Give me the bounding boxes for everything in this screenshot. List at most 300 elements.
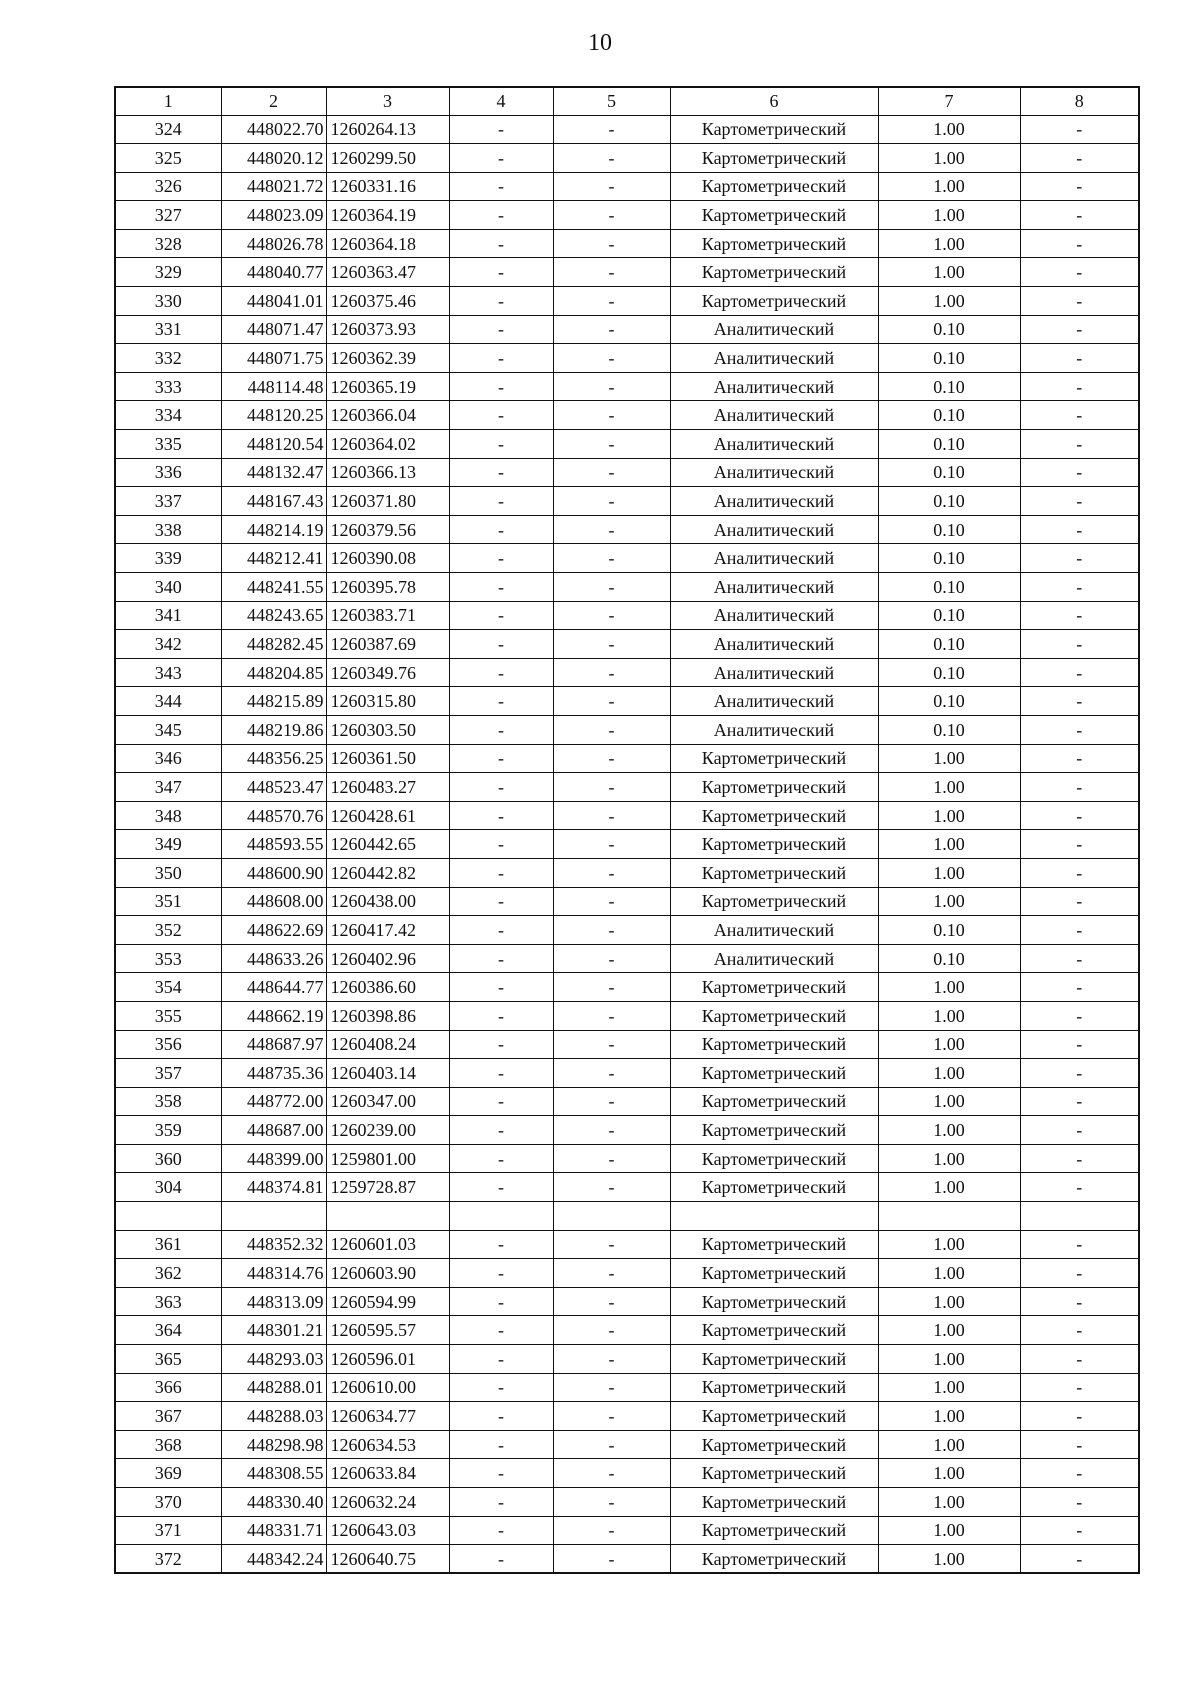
accuracy-cell: 1.00: [878, 1259, 1020, 1288]
table-row: [115, 115, 1139, 144]
y-coordinate-cell: 1260364.18: [326, 229, 449, 258]
col4-cell: -: [449, 1230, 553, 1259]
col4-cell: -: [449, 1001, 553, 1030]
point-number-cell: 351: [115, 887, 221, 916]
col5-cell: -: [553, 1459, 670, 1488]
table-row: [115, 430, 1139, 459]
y-coordinate-cell: [326, 1202, 449, 1231]
column-header: 5: [553, 87, 670, 115]
col4-cell: [449, 1202, 553, 1231]
col8-cell: -: [1020, 887, 1139, 916]
col8-cell: -: [1020, 973, 1139, 1002]
col5-cell: -: [553, 801, 670, 830]
col5-cell: -: [553, 1116, 670, 1145]
method-cell: Картометрический: [670, 1430, 878, 1459]
y-coordinate-cell: 1260387.69: [326, 630, 449, 659]
col4-cell: -: [449, 144, 553, 173]
y-coordinate-cell: 1260402.96: [326, 944, 449, 973]
x-coordinate-cell: 448214.19: [221, 515, 326, 544]
accuracy-cell: 1.00: [878, 858, 1020, 887]
y-coordinate-cell: 1260264.13: [326, 115, 449, 144]
column-header: 1: [115, 87, 221, 115]
col8-cell: -: [1020, 1230, 1139, 1259]
x-coordinate-cell: [221, 1202, 326, 1231]
col5-cell: -: [553, 115, 670, 144]
y-coordinate-cell: 1260375.46: [326, 287, 449, 316]
method-cell: Картометрический: [670, 1402, 878, 1431]
method-cell: Картометрический: [670, 1459, 878, 1488]
y-coordinate-cell: 1260364.02: [326, 430, 449, 459]
col4-cell: -: [449, 1545, 553, 1574]
col8-cell: -: [1020, 172, 1139, 201]
x-coordinate-cell: 448330.40: [221, 1488, 326, 1517]
point-number-cell: 370: [115, 1488, 221, 1517]
y-coordinate-cell: 1260366.04: [326, 401, 449, 430]
accuracy-cell: 0.10: [878, 658, 1020, 687]
accuracy-cell: 1.00: [878, 801, 1020, 830]
method-cell: Аналитический: [670, 401, 878, 430]
method-cell: Картометрический: [670, 1488, 878, 1517]
col5-cell: -: [553, 773, 670, 802]
col8-cell: -: [1020, 830, 1139, 859]
col8-cell: -: [1020, 1001, 1139, 1030]
x-coordinate-cell: 448293.03: [221, 1345, 326, 1374]
x-coordinate-cell: 448356.25: [221, 744, 326, 773]
col4-cell: -: [449, 115, 553, 144]
y-coordinate-cell: 1260379.56: [326, 515, 449, 544]
method-cell: Картометрический: [670, 1059, 878, 1088]
col5-cell: -: [553, 1373, 670, 1402]
col4-cell: -: [449, 973, 553, 1002]
col5-cell: -: [553, 487, 670, 516]
col4-cell: -: [449, 1316, 553, 1345]
col5-cell: -: [553, 916, 670, 945]
method-cell: Картометрический: [670, 801, 878, 830]
col8-cell: -: [1020, 372, 1139, 401]
accuracy-cell: 1.00: [878, 1230, 1020, 1259]
point-number-cell: [115, 1202, 221, 1231]
x-coordinate-cell: 448352.32: [221, 1230, 326, 1259]
col5-cell: -: [553, 515, 670, 544]
col8-cell: -: [1020, 687, 1139, 716]
col8-cell: -: [1020, 115, 1139, 144]
y-coordinate-cell: 1260398.86: [326, 1001, 449, 1030]
table-row: [115, 573, 1139, 602]
method-cell: Картометрический: [670, 1316, 878, 1345]
col8-cell: -: [1020, 1373, 1139, 1402]
table-row: [115, 1430, 1139, 1459]
table-row: [115, 1459, 1139, 1488]
y-coordinate-cell: 1260299.50: [326, 144, 449, 173]
x-coordinate-cell: 448633.26: [221, 944, 326, 973]
accuracy-cell: 0.10: [878, 544, 1020, 573]
x-coordinate-cell: 448212.41: [221, 544, 326, 573]
col5-cell: -: [553, 1087, 670, 1116]
column-header: 7: [878, 87, 1020, 115]
y-coordinate-cell: 1260442.65: [326, 830, 449, 859]
point-number-cell: 363: [115, 1287, 221, 1316]
col4-cell: -: [449, 715, 553, 744]
point-number-cell: 337: [115, 487, 221, 516]
table-row: [115, 944, 1139, 973]
col5-cell: -: [553, 258, 670, 287]
table-row: [115, 1259, 1139, 1288]
table-row: [115, 1059, 1139, 1088]
col4-cell: -: [449, 887, 553, 916]
y-coordinate-cell: 1260331.16: [326, 172, 449, 201]
col5-cell: -: [553, 315, 670, 344]
accuracy-cell: 1.00: [878, 1459, 1020, 1488]
y-coordinate-cell: 1260373.93: [326, 315, 449, 344]
point-number-cell: 360: [115, 1144, 221, 1173]
point-number-cell: 338: [115, 515, 221, 544]
col8-cell: -: [1020, 144, 1139, 173]
method-cell: Аналитический: [670, 601, 878, 630]
col8-cell: -: [1020, 1030, 1139, 1059]
col4-cell: -: [449, 287, 553, 316]
method-cell: Картометрический: [670, 1087, 878, 1116]
x-coordinate-cell: 448298.98: [221, 1430, 326, 1459]
x-coordinate-cell: 448314.76: [221, 1259, 326, 1288]
col5-cell: -: [553, 1430, 670, 1459]
method-cell: Картометрический: [670, 1345, 878, 1374]
y-coordinate-cell: 1260371.80: [326, 487, 449, 516]
point-number-cell: 331: [115, 315, 221, 344]
col5-cell: -: [553, 401, 670, 430]
col5-cell: -: [553, 744, 670, 773]
col8-cell: -: [1020, 229, 1139, 258]
col5-cell: [553, 1202, 670, 1231]
col5-cell: -: [553, 830, 670, 859]
col8-cell: -: [1020, 287, 1139, 316]
y-coordinate-cell: 1260347.00: [326, 1087, 449, 1116]
accuracy-cell: 1.00: [878, 144, 1020, 173]
table-row: [115, 715, 1139, 744]
y-coordinate-cell: 1260438.00: [326, 887, 449, 916]
y-coordinate-cell: 1260363.47: [326, 258, 449, 287]
col8-cell: -: [1020, 601, 1139, 630]
accuracy-cell: 1.00: [878, 258, 1020, 287]
col5-cell: -: [553, 1173, 670, 1202]
x-coordinate-cell: 448020.12: [221, 144, 326, 173]
col8-cell: -: [1020, 916, 1139, 945]
col8-cell: -: [1020, 258, 1139, 287]
col8-cell: -: [1020, 544, 1139, 573]
x-coordinate-cell: 448041.01: [221, 287, 326, 316]
y-coordinate-cell: 1260594.99: [326, 1287, 449, 1316]
table-row: [115, 687, 1139, 716]
x-coordinate-cell: 448772.00: [221, 1087, 326, 1116]
y-coordinate-cell: 1259801.00: [326, 1144, 449, 1173]
y-coordinate-cell: 1260390.08: [326, 544, 449, 573]
method-cell: Аналитический: [670, 487, 878, 516]
col5-cell: -: [553, 544, 670, 573]
x-coordinate-cell: 448132.47: [221, 458, 326, 487]
col8-cell: -: [1020, 1545, 1139, 1574]
col4-cell: -: [449, 801, 553, 830]
point-number-cell: 343: [115, 658, 221, 687]
method-cell: Аналитический: [670, 458, 878, 487]
col8-cell: -: [1020, 1516, 1139, 1545]
table-row: [115, 1287, 1139, 1316]
table-row: [115, 401, 1139, 430]
method-cell: Картометрический: [670, 887, 878, 916]
x-coordinate-cell: 448523.47: [221, 773, 326, 802]
x-coordinate-cell: 448021.72: [221, 172, 326, 201]
column-header: 6: [670, 87, 878, 115]
table-row: [115, 515, 1139, 544]
method-cell: Аналитический: [670, 916, 878, 945]
col4-cell: -: [449, 1030, 553, 1059]
accuracy-cell: 1.00: [878, 1030, 1020, 1059]
col4-cell: -: [449, 201, 553, 230]
y-coordinate-cell: 1260364.19: [326, 201, 449, 230]
method-cell: Картометрический: [670, 1001, 878, 1030]
x-coordinate-cell: 448241.55: [221, 573, 326, 602]
col8-cell: -: [1020, 944, 1139, 973]
accuracy-cell: 1.00: [878, 1001, 1020, 1030]
point-number-cell: 366: [115, 1373, 221, 1402]
col5-cell: -: [553, 1030, 670, 1059]
col5-cell: -: [553, 1488, 670, 1517]
y-coordinate-cell: 1260442.82: [326, 858, 449, 887]
point-number-cell: 345: [115, 715, 221, 744]
table-row: [115, 372, 1139, 401]
col5-cell: -: [553, 344, 670, 373]
col8-cell: -: [1020, 1059, 1139, 1088]
y-coordinate-cell: 1260315.80: [326, 687, 449, 716]
point-number-cell: 341: [115, 601, 221, 630]
accuracy-cell: 0.10: [878, 344, 1020, 373]
method-cell: Картометрический: [670, 858, 878, 887]
method-cell: Аналитический: [670, 372, 878, 401]
col4-cell: -: [449, 1373, 553, 1402]
col5-cell: -: [553, 1545, 670, 1574]
y-coordinate-cell: 1260596.01: [326, 1345, 449, 1374]
col8-cell: -: [1020, 1173, 1139, 1202]
point-number-cell: 304: [115, 1173, 221, 1202]
method-cell: Картометрический: [670, 1116, 878, 1145]
x-coordinate-cell: 448301.21: [221, 1316, 326, 1345]
col5-cell: -: [553, 458, 670, 487]
table-row: [115, 172, 1139, 201]
x-coordinate-cell: 448114.48: [221, 372, 326, 401]
table-row: [115, 858, 1139, 887]
column-header: 4: [449, 87, 553, 115]
y-coordinate-cell: 1260633.84: [326, 1459, 449, 1488]
method-cell: Аналитический: [670, 315, 878, 344]
y-coordinate-cell: 1260640.75: [326, 1545, 449, 1574]
col5-cell: -: [553, 372, 670, 401]
y-coordinate-cell: 1260366.13: [326, 458, 449, 487]
col4-cell: -: [449, 1059, 553, 1088]
col5-cell: -: [553, 687, 670, 716]
point-number-cell: 344: [115, 687, 221, 716]
col4-cell: -: [449, 1287, 553, 1316]
method-cell: Аналитический: [670, 430, 878, 459]
method-cell: Картометрический: [670, 744, 878, 773]
x-coordinate-cell: 448399.00: [221, 1144, 326, 1173]
y-coordinate-cell: 1260643.03: [326, 1516, 449, 1545]
point-number-cell: 357: [115, 1059, 221, 1088]
col4-cell: -: [449, 515, 553, 544]
y-coordinate-cell: 1260362.39: [326, 344, 449, 373]
x-coordinate-cell: 448243.65: [221, 601, 326, 630]
col4-cell: -: [449, 372, 553, 401]
table-row: [115, 830, 1139, 859]
x-coordinate-cell: 448687.00: [221, 1116, 326, 1145]
col8-cell: -: [1020, 1488, 1139, 1517]
table-row: [115, 1488, 1139, 1517]
accuracy-cell: 1.00: [878, 172, 1020, 201]
x-coordinate-cell: 448204.85: [221, 658, 326, 687]
col8-cell: -: [1020, 430, 1139, 459]
col4-cell: -: [449, 601, 553, 630]
accuracy-cell: 0.10: [878, 372, 1020, 401]
point-number-cell: 332: [115, 344, 221, 373]
table-row: [115, 1116, 1139, 1145]
col5-cell: -: [553, 887, 670, 916]
col4-cell: -: [449, 1488, 553, 1517]
method-cell: Картометрический: [670, 229, 878, 258]
x-coordinate-cell: 448071.47: [221, 315, 326, 344]
table-row: [115, 229, 1139, 258]
col8-cell: -: [1020, 1287, 1139, 1316]
table-row: [115, 344, 1139, 373]
point-number-cell: 324: [115, 115, 221, 144]
accuracy-cell: 1.00: [878, 1087, 1020, 1116]
table-row: [115, 315, 1139, 344]
col4-cell: -: [449, 1430, 553, 1459]
col5-cell: -: [553, 573, 670, 602]
col4-cell: -: [449, 1516, 553, 1545]
point-number-cell: 346: [115, 744, 221, 773]
point-number-cell: 340: [115, 573, 221, 602]
method-cell: Аналитический: [670, 573, 878, 602]
col4-cell: -: [449, 1459, 553, 1488]
method-cell: Картометрический: [670, 1545, 878, 1574]
y-coordinate-cell: 1260603.90: [326, 1259, 449, 1288]
table-row: [115, 1545, 1139, 1574]
y-coordinate-cell: 1260349.76: [326, 658, 449, 687]
accuracy-cell: 0.10: [878, 487, 1020, 516]
table-row: [115, 601, 1139, 630]
accuracy-cell: 1.00: [878, 201, 1020, 230]
col5-cell: -: [553, 144, 670, 173]
col8-cell: -: [1020, 801, 1139, 830]
col5-cell: -: [553, 1144, 670, 1173]
y-coordinate-cell: 1260303.50: [326, 715, 449, 744]
col8-cell: -: [1020, 1259, 1139, 1288]
point-number-cell: 335: [115, 430, 221, 459]
col4-cell: -: [449, 315, 553, 344]
point-number-cell: 342: [115, 630, 221, 659]
accuracy-cell: 1.00: [878, 287, 1020, 316]
method-cell: Аналитический: [670, 344, 878, 373]
point-number-cell: 347: [115, 773, 221, 802]
col5-cell: -: [553, 715, 670, 744]
method-cell: Картометрический: [670, 144, 878, 173]
accuracy-cell: 0.10: [878, 630, 1020, 659]
point-number-cell: 368: [115, 1430, 221, 1459]
col5-cell: -: [553, 287, 670, 316]
method-cell: Картометрический: [670, 172, 878, 201]
accuracy-cell: 1.00: [878, 887, 1020, 916]
table-row: [115, 773, 1139, 802]
x-coordinate-cell: 448120.54: [221, 430, 326, 459]
point-number-cell: 348: [115, 801, 221, 830]
accuracy-cell: 1.00: [878, 1059, 1020, 1088]
y-coordinate-cell: 1260634.53: [326, 1430, 449, 1459]
table-row: [115, 1373, 1139, 1402]
col8-cell: -: [1020, 344, 1139, 373]
x-coordinate-cell: 448219.86: [221, 715, 326, 744]
col8-cell: -: [1020, 201, 1139, 230]
col4-cell: -: [449, 1402, 553, 1431]
col4-cell: -: [449, 229, 553, 258]
col8-cell: -: [1020, 1316, 1139, 1345]
table-row: [115, 544, 1139, 573]
point-number-cell: 354: [115, 973, 221, 1002]
table-row: [115, 258, 1139, 287]
table-header-row: [115, 87, 1139, 115]
col4-cell: -: [449, 830, 553, 859]
point-number-cell: 371: [115, 1516, 221, 1545]
point-number-cell: 361: [115, 1230, 221, 1259]
col5-cell: -: [553, 858, 670, 887]
point-number-cell: 359: [115, 1116, 221, 1145]
accuracy-cell: 0.10: [878, 458, 1020, 487]
method-cell: Картометрический: [670, 1173, 878, 1202]
col4-cell: -: [449, 1144, 553, 1173]
point-number-cell: 339: [115, 544, 221, 573]
point-number-cell: 333: [115, 372, 221, 401]
accuracy-cell: 1.00: [878, 1287, 1020, 1316]
accuracy-cell: 1.00: [878, 1545, 1020, 1574]
accuracy-cell: 0.10: [878, 944, 1020, 973]
col5-cell: -: [553, 1316, 670, 1345]
accuracy-cell: 1.00: [878, 1373, 1020, 1402]
col8-cell: -: [1020, 630, 1139, 659]
coordinates-table: [114, 86, 1140, 1574]
y-coordinate-cell: 1260417.42: [326, 916, 449, 945]
column-header: 2: [221, 87, 326, 115]
col8-cell: -: [1020, 1402, 1139, 1431]
y-coordinate-cell: 1260595.57: [326, 1316, 449, 1345]
col8-cell: -: [1020, 858, 1139, 887]
col4-cell: -: [449, 258, 553, 287]
table-row: [115, 630, 1139, 659]
point-number-cell: 329: [115, 258, 221, 287]
method-cell: Аналитический: [670, 630, 878, 659]
col4-cell: -: [449, 544, 553, 573]
table-row: [115, 1030, 1139, 1059]
x-coordinate-cell: 448593.55: [221, 830, 326, 859]
col4-cell: -: [449, 687, 553, 716]
method-cell: Картометрический: [670, 1144, 878, 1173]
accuracy-cell: 1.00: [878, 1144, 1020, 1173]
col8-cell: -: [1020, 744, 1139, 773]
method-cell: Картометрический: [670, 973, 878, 1002]
col5-cell: -: [553, 944, 670, 973]
accuracy-cell: 0.10: [878, 715, 1020, 744]
table-row: [115, 1345, 1139, 1374]
y-coordinate-cell: 1260386.60: [326, 973, 449, 1002]
y-coordinate-cell: 1260395.78: [326, 573, 449, 602]
table-row: [115, 1001, 1139, 1030]
point-number-cell: 355: [115, 1001, 221, 1030]
x-coordinate-cell: 448288.01: [221, 1373, 326, 1402]
